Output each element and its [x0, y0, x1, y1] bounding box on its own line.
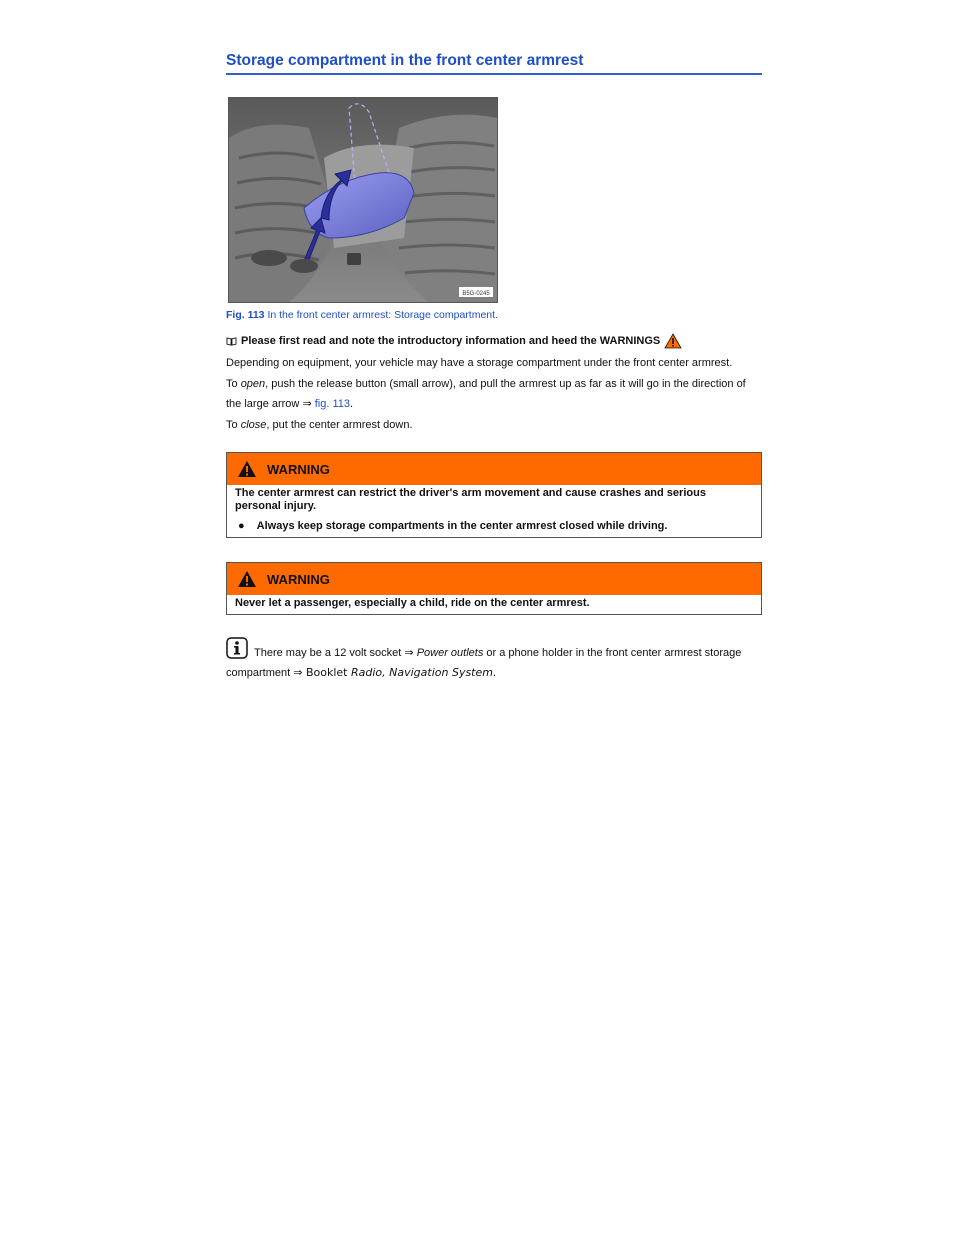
emphasis: open [240, 378, 266, 390]
text: or a phone holder in the front center armrest storage compartment [226, 647, 742, 679]
page-title: Storage compartment in the front center armrest [226, 52, 762, 75]
arrow-icon: ⇒ [404, 647, 414, 659]
book-icon [226, 337, 237, 346]
emphasis: close [240, 419, 267, 431]
paragraph-open [226, 374, 762, 414]
text: . [349, 398, 354, 410]
info-icon [226, 637, 248, 659]
figure-code: B5G-0245 [462, 291, 490, 297]
warning-bullet [235, 520, 753, 533]
warning-heading: WARNING [267, 461, 330, 477]
arrow-icon: ⇒ [293, 667, 303, 679]
warning-text: Never let a passenger, especially a child, ride on the center armrest. [235, 597, 590, 609]
text: , put the center armrest down. [266, 419, 413, 431]
text: To [226, 378, 241, 390]
text: . [492, 667, 497, 679]
warning-heading: WARNING [267, 571, 330, 587]
text: There may be a 12 volt socket [254, 647, 405, 659]
warning-box-2 [226, 562, 762, 615]
paragraph-equipment: Depending on equipment, your vehicle may have a storage compartment under the front center armrest. [226, 357, 733, 369]
paragraph-close [226, 418, 762, 432]
bullet-text: Always keep storage compartments in the center armrest closed while driving. [256, 520, 668, 532]
fig-link[interactable]: fig. 113 [311, 398, 350, 410]
warning-triangle-icon[interactable] [664, 333, 682, 349]
warning-box-1 [226, 452, 762, 538]
caption-text: In the front center armrest: Storage compartment. [264, 309, 498, 321]
bullet-icon: ● [238, 520, 245, 532]
booklet-label: Booklet [302, 666, 351, 679]
figure-caption [226, 309, 762, 321]
caption-label: Fig. 113 [226, 309, 265, 321]
page [226, 52, 762, 683]
power-outlets-link[interactable]: Power outlets [413, 647, 484, 659]
figure-armrest [228, 97, 498, 303]
warning-body [227, 485, 761, 537]
warning-triangle-icon [237, 460, 257, 478]
warning-header [227, 453, 761, 485]
text: To [226, 419, 241, 431]
intro-text: Please first read and note the introductory information and heed the WARNINGS [241, 335, 661, 347]
booklet-title[interactable]: Radio, Navigation System [350, 666, 493, 679]
warning-body [227, 595, 761, 614]
warning-text: The center armrest can restrict the driver's arm movement and cause crashes and serious personal injury. [235, 487, 706, 512]
warning-header [227, 563, 761, 595]
armrest-illustration [229, 98, 497, 302]
info-note [226, 637, 762, 683]
arrow-icon: ⇒ [302, 398, 312, 410]
warning-triangle-icon [237, 570, 257, 588]
text: , push the release button (small arrow), and pull the armrest up as far as it will go in the direction of the large arrow [226, 378, 746, 410]
intro-line [226, 333, 762, 349]
